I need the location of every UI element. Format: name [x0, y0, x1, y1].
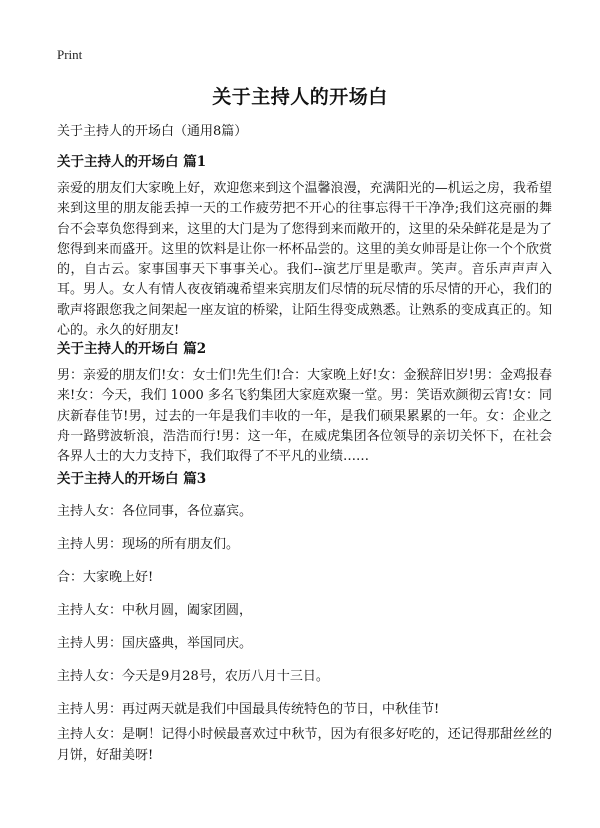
dialogue-line: 主持人女：各位同事，各位嘉宾。 [57, 504, 253, 519]
dialogue-line: 主持人男：国庆盛典，举国同庆。 [57, 636, 253, 651]
section-heading-1: 关于主持人的开场白 篇1 [57, 154, 207, 170]
dialogue-line: 主持人女：是啊！记得小时候最喜欢过中秋节，因为有很多好吃的，还记得那甜丝丝的月饼，好甜美呀! [57, 727, 552, 763]
dialogue-line: 主持人女：今天是9月28号，农历八月十三日。 [57, 669, 329, 684]
dialogue-line: 主持人男：再过两天就是我们中国最具传统特色的节日，中秋佳节! [57, 702, 440, 717]
section-paragraph-2: 男：亲爱的朋友们!女：女士们!先生们!合：大家晚上好!女：金猴辞旧岁!男：金鸡报春来!女：今天，我们 1000 多名飞豹集团大家庭欢聚一堂。男：笑语欢颜彻云宵!女：同庆新春佳节!男，过去的一年是我们丰收的一年，是我们硕果累累的一年。女：企业之舟一路劈波斩浪，浩浩而行!男：这一年，在威虎集团各位领导的亲切关怀下，在社会各界人士的大力支持下，我们取得了不平凡的业绩…… [57, 368, 552, 465]
dialogue-line: 主持人男：现场的所有朋友们。 [57, 537, 240, 552]
print-link[interactable]: Print [57, 47, 83, 62]
dialogue-line: 合：大家晚上好! [57, 570, 154, 585]
document-subtitle: 关于主持人的开场白（通用8篇） [57, 124, 248, 139]
section-heading-2: 关于主持人的开场白 篇2 [57, 341, 207, 357]
dialogue-line: 主持人女：中秋月圆，阖家团圆， [57, 603, 253, 618]
section-paragraph-1: 亲爱的朋友们大家晚上好，欢迎您来到这个温馨浪漫，充满阳光的—机运之房，我希望来到这里的朋友能丢掉一天的工作疲劳把不开心的往事忘得干干净净;我们这亮丽的舞台不会辜负您得到来，这里的大门是为了您得到来而敞开的，这里的朵朵鲜花是是为了您得到来而盛开。这里的饮料是让你一杯杯品尝的。这里的美女帅哥是让你一个个欣赏的，自古云。家事国事天下事事关心。我们--演艺厅里是歌声。笑声。音乐声声声入耳。男人。女人有情人夜夜销魂希望来宾朋友们尽情的玩尽情的乐尽情的开心，我们的歌声将跟您我之间架起一座友谊的桥梁，让陌生得变成熟悉。让熟系的变成真正的。知心的。永久的好朋友! [57, 181, 552, 339]
section-heading-3: 关于主持人的开场白 篇3 [57, 471, 207, 487]
document-title: 关于主持人的开场白 [212, 86, 388, 108]
